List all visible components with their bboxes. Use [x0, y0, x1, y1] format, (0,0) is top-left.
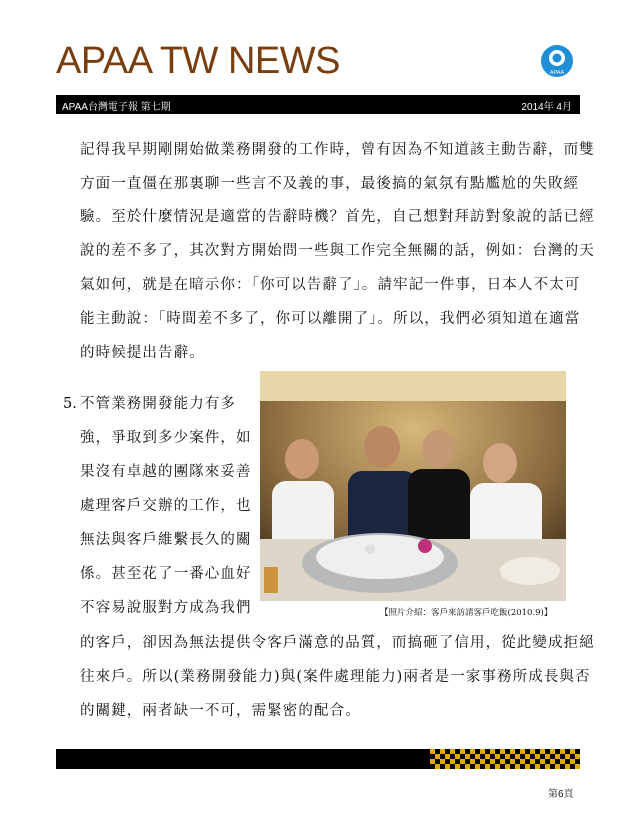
item-line: 往來戶。所以(業務開發能力)與(案件處理能力)兩者是一家事務所成長與否 — [80, 669, 591, 685]
item-line: 不容易說服對方成為我們 — [80, 600, 252, 616]
paragraph-line: 氣如何，就是在暗示你：「你可以告辭了」。請牢記一件事，日本人不太可 — [80, 277, 581, 293]
photo-caption: 【照片介紹：客戶來訪請客戶吃飯(2010.9)】 — [380, 608, 553, 618]
paragraph-line: 記得我早期剛開始做業務開發的工作時，曾有因為不知道該主動告辭，而雙 — [80, 142, 595, 158]
issue-date: 2014年 4月 — [521, 102, 572, 113]
dinner-photo — [260, 371, 566, 601]
paragraph-line: 的時候提出告辭。 — [80, 345, 205, 361]
item-line: 果沒有卓越的團隊來妥善 — [80, 464, 252, 480]
item-line: 處理客戶交辦的工作，也 — [80, 498, 252, 514]
masthead-title: APAA TW NEWS — [56, 40, 340, 82]
page-number: 第6頁 — [548, 789, 574, 800]
paragraph-line: 能主動說：「時間差不多了，你可以離開了」。所以，我們必須知道在適當 — [80, 311, 581, 327]
header-band — [56, 95, 580, 114]
item-line: 強，爭取到多少案件，如 — [80, 430, 252, 446]
item-line: 係。甚至花了一番心血好 — [80, 566, 252, 582]
apaa-logo — [540, 44, 574, 80]
item-line: 不管業務開發能力有多 — [80, 396, 236, 412]
issue-label: APAA台灣電子報 第七期 — [62, 102, 171, 113]
item-line: 的關鍵，兩者缺一不可，需緊密的配合。 — [80, 703, 361, 719]
paragraph-line: 說的差不多了，其次對方開始問一些與工作完全無關的話，例如：台灣的天 — [80, 243, 595, 259]
paragraph-line: 方面一直僵在那裏聊一些言不及義的事，最後搞的氣氛有點尷尬的失敗經 — [80, 176, 580, 192]
checker-pattern — [430, 749, 580, 769]
list-number: 5. — [63, 396, 77, 412]
item-line: 無法與客戶維繫長久的關 — [80, 532, 252, 548]
paragraph-line: 驗。至於什麼情況是適當的告辭時機？首先，自己想對拜訪對象說的話已經 — [80, 209, 595, 225]
item-line: 的客戶，卻因為無法提供令客戶滿意的品質，而搞砸了信用，從此變成拒絕 — [80, 635, 595, 651]
svg-text:APAA: APAA — [549, 70, 565, 76]
